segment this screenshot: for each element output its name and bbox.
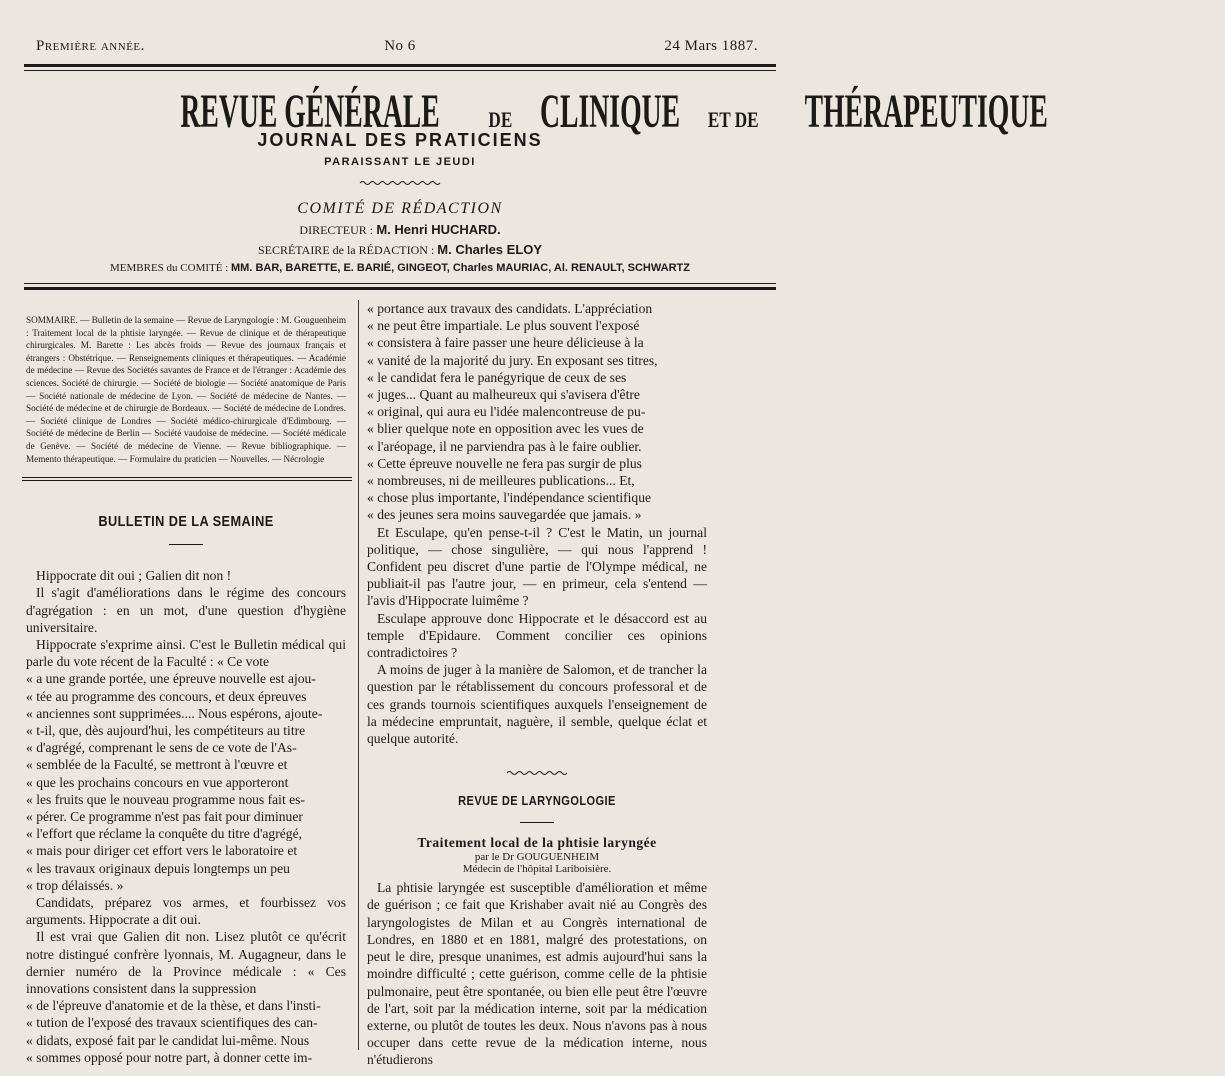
sommaire-rule (22, 477, 352, 478)
right-column (367, 300, 707, 1069)
members-label: MEMBRES du COMITÉ : (110, 262, 229, 274)
journal-tagline: PARAISSANT LE JEUDI (324, 156, 476, 168)
issue-header (24, 38, 776, 60)
quote-line: « consistera à faire passer une heure délicieuse à la (367, 335, 644, 351)
quote-line: « tution de l'exposé des travaux scientifiques des can- (26, 1015, 318, 1031)
article-title: Traitement local de la phtisie laryngée (417, 835, 657, 851)
quote-line: « sommes opposé pour notre part, à donner cette im- (26, 1049, 313, 1065)
secretary-label: SECRÉTAIRE de la RÉDACTION : (257, 243, 435, 257)
masthead-word: THÉRAPEUTIQUE (804, 85, 1048, 138)
quote-line: « blier quelque note en opposition avec les vues de (367, 421, 644, 437)
quoted-passage (26, 670, 346, 894)
bulletin-paragraph: Hippocrate dit oui ; Galien dit non ! (36, 568, 232, 584)
bulletin-paragraph: Esculape approuve donc Hippocrate et le désaccord est au temple d'Epidaure. Comment concilier ces opinions contradictoires ? (367, 610, 707, 661)
ornament-divider (507, 763, 567, 781)
quote-line: « original, qui aura eu l'idée malencontreuse de pu- (367, 404, 646, 420)
bulletin-paragraph: Hippocrate s'exprime ainsi. C'est le Bulletin médical qui parle du vote récent de la Faculté : « Ce vote (26, 636, 346, 670)
members-names: MM. BAR, BARETTE, E. BARIÉ, GINGEOT, Charles MAURIAC, Al. RENAULT, SCHWARTZ (231, 262, 690, 274)
quote-line: « l'aréopage, il ne parviendra pas à le faire oublier. (367, 438, 642, 454)
masthead-word: DE (488, 107, 513, 132)
laryngology-heading: REVUE DE LARYNGOLOGIE (458, 793, 616, 809)
ornament-divider (360, 180, 440, 186)
quote-line: « semblée de la Faculté, se mettront à l'œuvre et (26, 757, 288, 773)
table-of-contents: SOMMAIRE. — Bulletin de la semaine — Revue de Laryngologie : M. Gouguenheim : Traitement local de la phtisie laryngée. — Revue de clinique et de thérapeutique chirurgicales. M. Barette : Les abcès froids — Revue des journaux français et étrangers : Obstétrique. — Renseignements cliniques et thérapeutiques. — Académie de médecine — Revue des Sociétés savantes de France et de l'étranger : Académie des sciences. Société de chirurgie. — Société de biologie — Société anatomique de Paris — Société nationale de médecine de Lyon. — Société de médecine de Nantes. — Société de médecine et de chirurgie de Bordeaux. — Société de médecine de Londres. — Société clinique de Londres — Société médico-chirurgicale d'Edimbourg. — Société de médecine de Berlin — Société vaudoise de médecine. — Société médicale de Genève. — Société de médecine de Vienne. — Revue bibliographique. — Memento thérapeutique. — Formulaire du praticien — Nouvelles. — Nécrologie (26, 315, 346, 464)
author-affiliation: Médecin de l'hôpital Lariboisière. (462, 863, 612, 876)
quoted-passage (367, 300, 707, 524)
quote-line: « les fruits que le nouveau programme nous fait es- (26, 791, 305, 807)
quote-line: « ne peut être impartiale. Le plus souvent l'exposé (367, 318, 640, 334)
quote-line: « chose plus importante, l'indépendance scientifique (367, 490, 652, 506)
members-line (0, 262, 800, 274)
bulletin-paragraph: Il est vrai que Galien dit non. Lisez plutôt ce qu'écrit notre distingué confrère lyonnais, M. Augagneur, dans le dernier numéro de la Province médicale : « Ces innovations consistent dans la suppression (26, 929, 346, 996)
bulletin-paragraph: Et Esculape, qu'en pense-t-il ? C'est le Matin, un journal politique, — chose singulière, — qui nous l'apprend ! Confident peu discret d'une partie de l'Olympe médical, ne publiait-il pas l'autre jour, — en primeur, cela s'entend — l'avis d'Hippocrate luimême ? (367, 524, 707, 609)
masthead-word: ET DE (707, 107, 759, 132)
quote-line: « portance aux travaux des candidats. L'appréciation (367, 301, 653, 316)
director-name: M. Henri HUCHARD. (376, 222, 501, 237)
quoted-passage (26, 997, 346, 1066)
secretary-line (0, 242, 800, 258)
quote-line: « anciennes sont supprimées.... Nous espérons, ajoute- (26, 705, 323, 721)
issue-number: No 6 (384, 38, 416, 54)
quote-line: « mais pour diriger cet effort vers le laboratoire et (26, 843, 298, 859)
byline-prefix: par le Dr (474, 851, 514, 864)
masthead-word: CLINIQUE (540, 85, 681, 138)
committee-rule-thick (24, 287, 776, 290)
bulletin-paragraph: A moins de juger à la manière de Salomon, et de trancher la question par le rétablissement du concours professoral et de ces grands tournois scientifiques auxquels l'enseignement de la médecine empruntait, naguère, il semble, quelque éclat et quelque autorité. (367, 662, 707, 747)
quote-line: « nombreuses, ni de meilleures publications... Et, (367, 473, 635, 489)
column-divider (358, 300, 359, 1050)
quote-line: « a une grande portée, une épreuve nouvelle est ajou- (26, 671, 316, 687)
quote-line: « Cette épreuve nouvelle ne fera pas surgir de plus (367, 455, 642, 471)
bulletin-paragraph: Il s'agit d'améliorations dans le régime des concours d'agrégation : en un mot, d'une question d'hygiène universitaire. (26, 585, 346, 635)
quote-line: « d'agrégé, comprenant le sens de ce vote de l'As- (26, 740, 297, 756)
quote-line: « pérer. Ce programme n'est pas fait pour diminuer (26, 808, 303, 824)
sommaire-rule-2 (22, 480, 352, 481)
committee-heading: COMITÉ DE RÉDACTION (297, 200, 503, 217)
quote-line: « vanité de la majorité du jury. En exposant ses titres, (367, 352, 658, 368)
laryngology-heading-rule (520, 822, 554, 823)
quote-line: « didats, exposé fait par le candidat lui-même. Nous (26, 1032, 310, 1048)
quote-line: « juges... Quant au malheureux qui s'avisera d'être (367, 387, 640, 403)
director-line (0, 222, 800, 238)
header-rule (24, 64, 776, 67)
left-column (26, 314, 346, 1066)
journal-subtitle: JOURNAL DES PRATICIENS (257, 130, 543, 150)
quote-line: « que les prochains concours en vue apporteront (26, 774, 289, 790)
header-rule-thin (24, 70, 776, 71)
article-byline (367, 851, 707, 863)
year-label: Première année. (36, 38, 145, 54)
quote-line: « trop délaissés. » (26, 877, 124, 893)
quote-line: « de l'épreuve d'anatomie et de la thèse, et dans l'insti- (26, 998, 321, 1014)
author-name: GOUGUENHEIM (516, 851, 600, 864)
article-paragraph: La phtisie laryngée est susceptible d'amélioration et même de guérison ; ce fait que Krishaber avait nié au Congrès des laryngologistes de Milan et au Congrès international de Londres, en 1880 et en 1881, malgré des protestations, on peut le dire, presque unanimes, est admis aujourd'hui sans la moindre difficulté ; cette guérison, comme celle de la phtisie pulmonaire, peut être spontanée, ou bien elle peut être l'œuvre de l'art, soit par la médication interne, soit par la médication externe, ou plutôt de toutes les deux. Nous n'avons pas à nous occuper dans cette revue de la médication interne, nous n'étudierons (367, 880, 707, 1068)
issue-date: 24 Mars 1887. (664, 38, 758, 54)
secretary-name: M. Charles ELOY (437, 242, 543, 257)
bulletin-paragraph: Candidats, préparez vos armes, et fourbissez vos arguments. Hippocrate a dit oui. (26, 894, 346, 928)
quote-line: « tée au programme des concours, et deux épreuves (26, 688, 307, 704)
quote-line: « les travaux originaux depuis longtemps un peu (26, 860, 290, 876)
director-label: DIRECTEUR : (299, 223, 374, 237)
quote-line: « le candidat fera le panégyrique de ceux de ses (367, 369, 627, 385)
committee-rule (24, 283, 776, 284)
quote-line: « des jeunes sera moins sauvegardée que jamais. » (367, 507, 642, 523)
quote-line: « t-il, que, dès aujourd'hui, les compétiteurs au titre (26, 722, 306, 738)
bulletin-heading-rule (169, 544, 203, 545)
masthead-word: REVUE GÉNÉRALE (180, 85, 440, 138)
bulletin-heading: BULLETIN DE LA SEMAINE (98, 513, 274, 531)
quote-line: « l'effort que réclame la conquête du titre d'agrégé, (26, 826, 303, 842)
